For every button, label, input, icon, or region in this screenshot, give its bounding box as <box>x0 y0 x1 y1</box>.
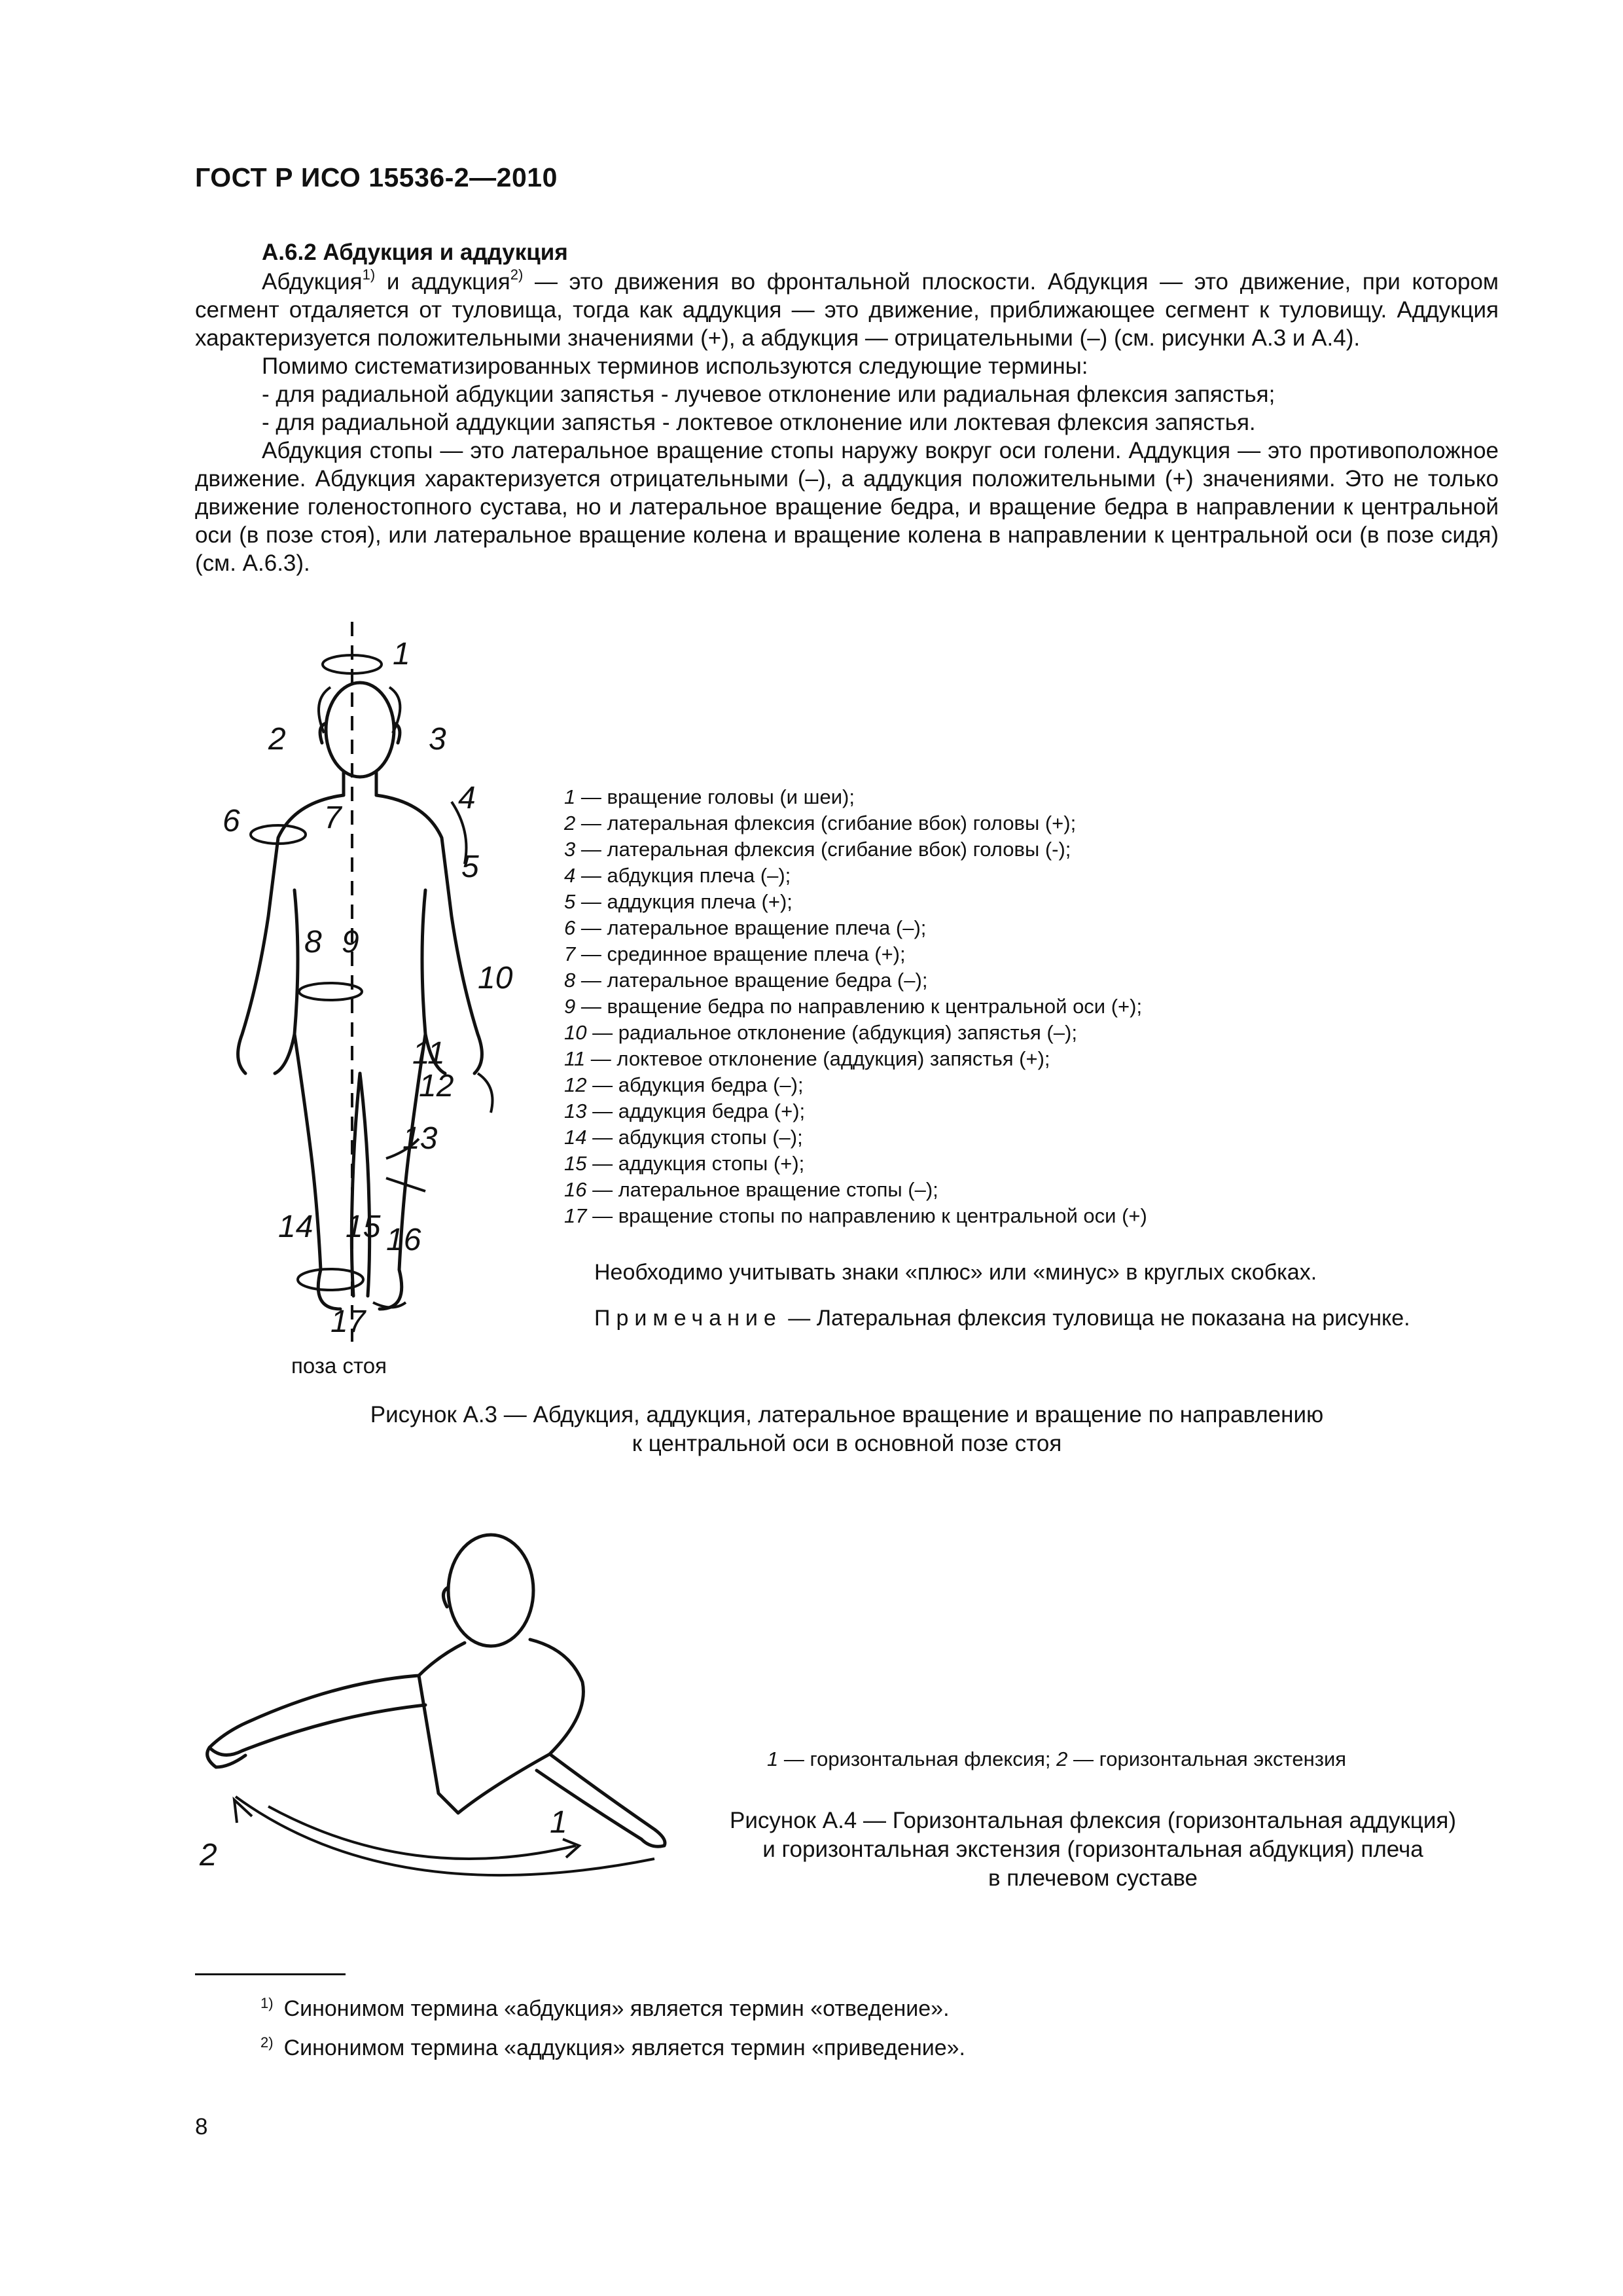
callout-13: 13 <box>402 1121 438 1156</box>
callout-7: 7 <box>324 800 342 835</box>
legend-text: — абдукция плеча (–); <box>575 864 791 887</box>
footnote-text: Синонимом термина «аддукция» является термин «приведение». <box>283 2036 965 2060</box>
legend-item <box>564 863 1147 889</box>
legend-item <box>564 784 1147 810</box>
legend-number: 5 <box>564 890 576 913</box>
legend-text: — абдукция бедра (–); <box>586 1073 804 1096</box>
callout-12: 12 <box>419 1069 454 1103</box>
legend-text: — вращение головы (и шеи); <box>575 785 855 808</box>
legend-number: 10 <box>564 1021 587 1044</box>
legend-text: — латеральная флексия (сгибание вбок) головы (+); <box>575 812 1077 834</box>
paragraph-terms-intro: Помимо систематизированных терминов используются следующие термины: <box>262 353 1088 379</box>
legend-item <box>564 994 1147 1020</box>
legend-item <box>564 889 1147 915</box>
legend-text: — латеральное вращение бедра (–); <box>575 969 928 992</box>
callout-16: 16 <box>386 1223 421 1257</box>
section-body <box>195 268 1499 577</box>
footnote-ref-1: 1) <box>362 266 376 283</box>
pose-label: поза стоя <box>291 1354 387 1378</box>
legend-number: 2 <box>564 812 576 834</box>
legend-item <box>564 1151 1147 1177</box>
figure-a3-illustration <box>196 615 563 1355</box>
legend-item <box>564 1046 1147 1072</box>
paragraph-foot-abduction: Абдукция стопы — это латеральное вращение стопы наружу вокруг оси голени. Аддукция — это противоположное движение. Абдукция характеризуется отрицательными (–), а аддукция положительными (+) значениями. Это не только движение голеностопного сустава, но и латеральное вращение бедра, и вращение бедра в направлении к центральной оси (в позе стоя), или латеральное вращение колена и вращение колена в направлении к центральной оси (в позе сидя) (см. А.6.3). <box>195 438 1499 576</box>
legend-number: 1 <box>767 1748 779 1770</box>
arm-figure-outline <box>207 1535 665 1846</box>
legend-text: — аддукция плеча (+); <box>575 890 793 913</box>
caption-line: Рисунок А.4 — Горизонтальная флексия (горизонтальная аддукция) <box>730 1808 1456 1833</box>
legend-number: 7 <box>564 942 576 965</box>
callout-11: 11 <box>412 1036 445 1071</box>
legend-text: — радиальное отклонение (абдукция) запястья (–); <box>586 1021 1077 1044</box>
legend-number: 3 <box>564 838 576 861</box>
callout-1: 1 <box>393 637 410 672</box>
callout-14: 14 <box>278 1210 313 1244</box>
caption-line: в плечевом суставе <box>988 1865 1198 1891</box>
legend-item <box>564 1124 1147 1151</box>
term-adduction: и аддукция <box>375 269 510 295</box>
caption-line: к центральной оси в основной позе стоя <box>632 1431 1062 1456</box>
note-label: Примечание <box>594 1306 782 1331</box>
figure-a3-note <box>594 1306 1410 1331</box>
callout-10: 10 <box>478 961 513 996</box>
callout-6: 6 <box>223 804 240 838</box>
callout-17: 17 <box>330 1304 366 1339</box>
bullet-item: - для радиальной абдукции запястья - лучевое отклонение или радиальная флексия запястья; <box>262 382 1275 407</box>
legend-item <box>564 915 1147 941</box>
term-abduction: Абдукция <box>262 269 363 295</box>
legend-text: — аддукция бедра (+); <box>586 1100 806 1122</box>
legend-item <box>564 836 1147 863</box>
legend-item <box>564 1072 1147 1098</box>
legend-item <box>564 1098 1147 1124</box>
footnote-mark: 1) <box>260 1995 274 2011</box>
legend-text: — латеральное вращение плеча (–); <box>575 916 927 939</box>
callout-4: 4 <box>458 781 476 816</box>
figure-a3-legend <box>564 784 1147 1229</box>
paragraph-definition-text: — это движения во фронтальной плоскости. Абдукция — это движение, при котором сегмент отдаляется от туловища, тогда как аддукция — это движение, приближающее сегмент к туловищу. Аддукция характеризуется положительными значениями (+), а абдукция — отрицательными (–) (см. рисунки А.3 и А.4). <box>195 269 1499 351</box>
sign-note: Необходимо учитывать знаки «плюс» или «минус» в круглых скобках. <box>594 1260 1317 1285</box>
callout-3: 3 <box>429 722 446 757</box>
figure-a3-callouts <box>223 637 513 1339</box>
figure-a4-illustration <box>183 1518 694 1885</box>
footnote-ref-2: 2) <box>510 266 524 283</box>
legend-number: 6 <box>564 916 576 939</box>
figure-a3-caption <box>195 1401 1499 1458</box>
section-heading: А.6.2 Абдукция и аддукция <box>262 240 568 265</box>
legend-number: 15 <box>564 1152 587 1175</box>
legend-text: — латеральная флексия (сгибание вбок) головы (-); <box>575 838 1071 861</box>
caption-line: и горизонтальная экстензия (горизонтальная абдукция) плеча <box>762 1837 1423 1862</box>
legend-number: 2 <box>1056 1748 1068 1770</box>
note-text: — Латеральная флексия туловища не показана на рисунке. <box>781 1306 1410 1331</box>
legend-number: 11 <box>564 1047 586 1070</box>
paragraph-definition <box>195 268 1499 352</box>
footnote-2 <box>260 2036 965 2061</box>
legend-text: — абдукция стопы (–); <box>586 1126 803 1149</box>
legend-text: — срединное вращение плеча (+); <box>575 942 906 965</box>
legend-number: 12 <box>564 1073 587 1096</box>
figure-a4-legend <box>767 1746 1346 1772</box>
callout-15: 15 <box>346 1210 381 1244</box>
legend-text: — вращение стопы по направлению к центральной оси (+) <box>586 1204 1147 1227</box>
legend-text: — латеральное вращение стопы (–); <box>586 1178 938 1201</box>
page-number: 8 <box>195 2114 208 2140</box>
legend-text: — горизонтальная экстензия <box>1067 1748 1347 1770</box>
legend-number: 8 <box>564 969 576 992</box>
legend-number: 9 <box>564 995 576 1018</box>
callout-2: 2 <box>268 722 286 757</box>
callout-5: 5 <box>461 850 479 884</box>
footnote-divider <box>195 1973 346 1975</box>
legend-item <box>564 1020 1147 1046</box>
legend-item <box>564 967 1147 994</box>
callout-2: 2 <box>200 1838 217 1873</box>
footnote-mark: 2) <box>260 2034 274 2051</box>
legend-number: 4 <box>564 864 576 887</box>
legend-number: 1 <box>564 785 576 808</box>
legend-text: — локтевое отклонение (аддукция) запястья (+); <box>585 1047 1050 1070</box>
callout-1: 1 <box>550 1805 567 1840</box>
callout-9: 9 <box>342 925 359 960</box>
bullet-item: - для радиальной аддукции запястья - локтевое отклонение или локтевая флексия запястья. <box>262 410 1256 435</box>
legend-number: 14 <box>564 1126 587 1149</box>
caption-line: Рисунок А.3 — Абдукция, аддукция, латеральное вращение и вращение по направлению <box>370 1402 1324 1427</box>
callout-8: 8 <box>304 925 322 960</box>
legend-text: — вращение бедра по направлению к центральной оси (+); <box>575 995 1143 1018</box>
legend-text: — горизонтальная флексия; <box>778 1748 1057 1770</box>
legend-item <box>564 1203 1147 1229</box>
document-header: ГОСТ Р ИСО 15536-2—2010 <box>195 162 558 192</box>
footnote-1 <box>260 1996 950 2022</box>
legend-number: 17 <box>564 1204 587 1227</box>
legend-item <box>564 810 1147 836</box>
legend-number: 13 <box>564 1100 587 1122</box>
legend-number: 16 <box>564 1178 587 1201</box>
legend-text: — аддукция стопы (+); <box>586 1152 805 1175</box>
legend-item <box>564 1177 1147 1203</box>
footnote-text: Синонимом термина «абдукция» является термин «отведение». <box>283 1996 950 2021</box>
figure-a4-caption <box>681 1806 1505 1893</box>
legend-item <box>564 941 1147 967</box>
